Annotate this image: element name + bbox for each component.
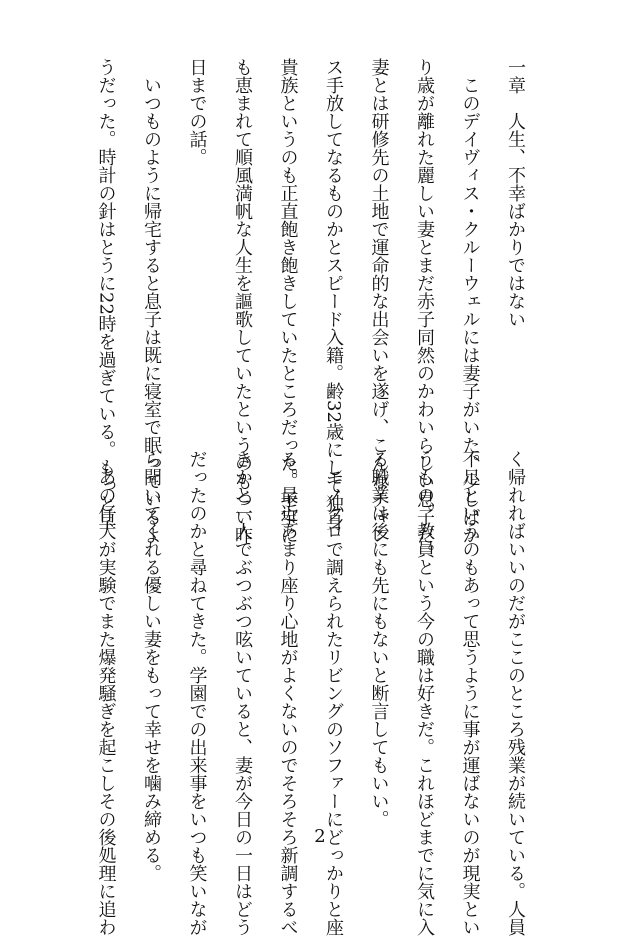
- text-line: 不足というのもあって思うように事が運ばないのが現実とい: [459, 450, 481, 936]
- text-line: る職業は後にも先にもないと断言してもいい。: [368, 450, 390, 828]
- text-line: く帰れればいいのだがここのところ残業が続いている。人員: [505, 450, 526, 936]
- text-line: モノクロで調えられたリビングのソファーにどっかりと座: [323, 450, 344, 936]
- text-line: きかと一人でぶつぶつ呟いていると、妻が今日の一日はどう: [232, 450, 253, 936]
- text-block-upper: [95, 58, 538, 562]
- text-line: うだった。時計の針はとうに22時を過ぎている。もっと早: [95, 58, 117, 531]
- page-number: 2: [314, 826, 326, 847]
- text-line: いつものように帰宅すると息子は既に寝室で眠っているよ: [141, 58, 162, 544]
- text-line: も恵まれて順風満帆な人生を謳歌していたというのもつい昨: [232, 58, 253, 544]
- text-line: り歳が離れた麗しい妻とまだ赤子同然のかわいらしい息子だ。: [414, 58, 435, 562]
- text-line: ら聞いてくれる優しい妻をもって幸せを噛み締める。: [141, 450, 162, 882]
- text-line: 妻とは研修先の土地で運命的な出会いを遂げ、こんなチャン: [368, 58, 390, 544]
- text-line: 日までの話。: [186, 58, 208, 166]
- text-line: る。最近あまり座り心地がよくないのでそろそろ新調するべ: [277, 450, 299, 936]
- text-line: うもの。教員という今の職は好きだ。これほどまでに気に入: [414, 450, 435, 936]
- text-line: あの仔犬が実験でまた爆発騒ぎを起こしその後処理に追わ: [95, 450, 117, 936]
- text-line: このデイヴィス・クルーウェルには妻子がいた。少しばか: [459, 58, 481, 544]
- text-block-lower: [95, 450, 538, 936]
- text-line: 貴族というのも正直飽き飽きしていたところだった。子宝に: [277, 58, 299, 544]
- text-line: ス手放してなるものかとスピード入籍。齢32歳にして独身: [323, 58, 344, 531]
- chapter-heading: 一章 人生、不幸ばかりではない: [505, 58, 526, 328]
- text-line: だったのかと尋ねてきた。学園での出来事をいつも笑いなが: [186, 450, 208, 936]
